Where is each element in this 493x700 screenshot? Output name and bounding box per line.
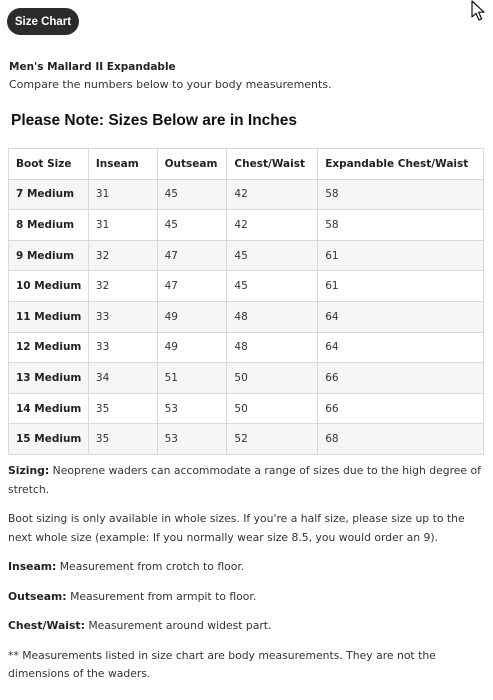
inseam-cell: 33 [88,301,157,332]
inseam-note [8,558,486,577]
inseam-cell: 35 [88,424,157,455]
table-row [9,393,484,424]
boot-size-cell: 12 Medium [9,332,89,363]
size-chart-button-label: Size Chart [14,15,72,28]
outseam-note [8,588,486,607]
chest-waist-cell: 50 [227,363,318,394]
table-row [9,301,484,332]
inseam-cell: 34 [88,363,157,394]
chest-waist-cell: 48 [227,301,318,332]
inseam-cell: 32 [88,271,157,302]
chest-waist-label: Chest/Waist: [8,619,85,632]
table-row [9,210,484,241]
chest-waist-cell: 45 [227,271,318,302]
outseam-text: Measurement from armpit to floor. [66,589,257,603]
intro-text: Compare the numbers below to your body measurements. [9,78,332,91]
sizing-note [8,462,486,499]
table-row [9,332,484,363]
measurement-notes [8,462,486,695]
outseam-cell: 51 [157,363,227,394]
size-chart-button[interactable] [7,8,79,35]
outseam-cell: 47 [157,271,227,302]
table-header-row [9,149,484,180]
sizing-text: Neoprene waders can accommodate a range of sizes due to the high degree of stretch. [8,464,481,496]
inseam-cell: 33 [88,332,157,363]
column-header-chest-waist: Chest/Waist [227,149,318,180]
column-header-boot-size: Boot Size [9,149,89,180]
expandable-chest-waist-cell: 66 [318,393,484,424]
inches-note: Please Note: Sizes Below are in Inches [11,112,298,129]
inseam-cell: 32 [88,240,157,271]
expandable-chest-waist-cell: 58 [318,179,484,210]
product-name: Men's Mallard II Expandable [9,61,176,73]
inseam-cell: 35 [88,393,157,424]
boot-size-cell: 10 Medium [9,271,89,302]
expandable-chest-waist-cell: 68 [318,424,484,455]
boot-size-cell: 13 Medium [9,363,89,394]
inseam-cell: 31 [88,179,157,210]
boot-size-cell: 9 Medium [9,240,89,271]
expandable-chest-waist-cell: 64 [318,332,484,363]
table-row [9,363,484,394]
outseam-cell: 45 [157,210,227,241]
chest-waist-cell: 42 [227,210,318,241]
outseam-cell: 45 [157,179,227,210]
table-row [9,240,484,271]
boot-size-cell: 11 Medium [9,301,89,332]
expandable-chest-waist-cell: 66 [318,363,484,394]
boot-size-cell: 15 Medium [9,424,89,455]
expandable-chest-waist-cell: 64 [318,301,484,332]
inseam-label: Inseam: [8,560,57,573]
inseam-cell: 31 [88,210,157,241]
footnote: ** Measurements listed in size chart are body measurements. They are not the dimensions of the waders. [8,648,436,680]
chest-waist-cell: 50 [227,393,318,424]
expandable-chest-waist-cell: 61 [318,240,484,271]
expandable-chest-waist-cell: 58 [318,210,484,241]
outseam-cell: 53 [157,424,227,455]
mouse-pointer-icon [471,0,487,22]
chest-waist-cell: 45 [227,240,318,271]
column-header-expandable-chest-waist: Expandable Chest/Waist [318,149,484,180]
boot-size-cell: 7 Medium [9,179,89,210]
chest-waist-cell: 42 [227,179,318,210]
boot-size-cell: 8 Medium [9,210,89,241]
outseam-cell: 47 [157,240,227,271]
sizing-label: Sizing: [8,464,50,477]
size-chart-table [8,148,484,455]
chest-waist-text: Measurement around widest part. [84,619,272,632]
boot-size-cell: 14 Medium [9,393,89,424]
column-header-inseam: Inseam [88,149,157,180]
outseam-cell: 49 [157,301,227,332]
table-row [9,179,484,210]
table-row [9,271,484,302]
outseam-cell: 53 [157,393,227,424]
outseam-cell: 49 [157,332,227,363]
column-header-outseam: Outseam [157,149,227,180]
chest-waist-note [8,617,486,636]
boot-sizing-note: Boot sizing is only available in whole sizes. If you're a half size, please size up to the next whole size (example: If you normally wear size 8.5, you would order an 9). [8,512,465,544]
table-row [9,424,484,455]
outseam-label: Outseam: [8,589,67,603]
chest-waist-cell: 48 [227,332,318,363]
inseam-text: Measurement from crotch to floor. [56,560,245,573]
expandable-chest-waist-cell: 61 [318,271,484,302]
chest-waist-cell: 52 [227,424,318,455]
